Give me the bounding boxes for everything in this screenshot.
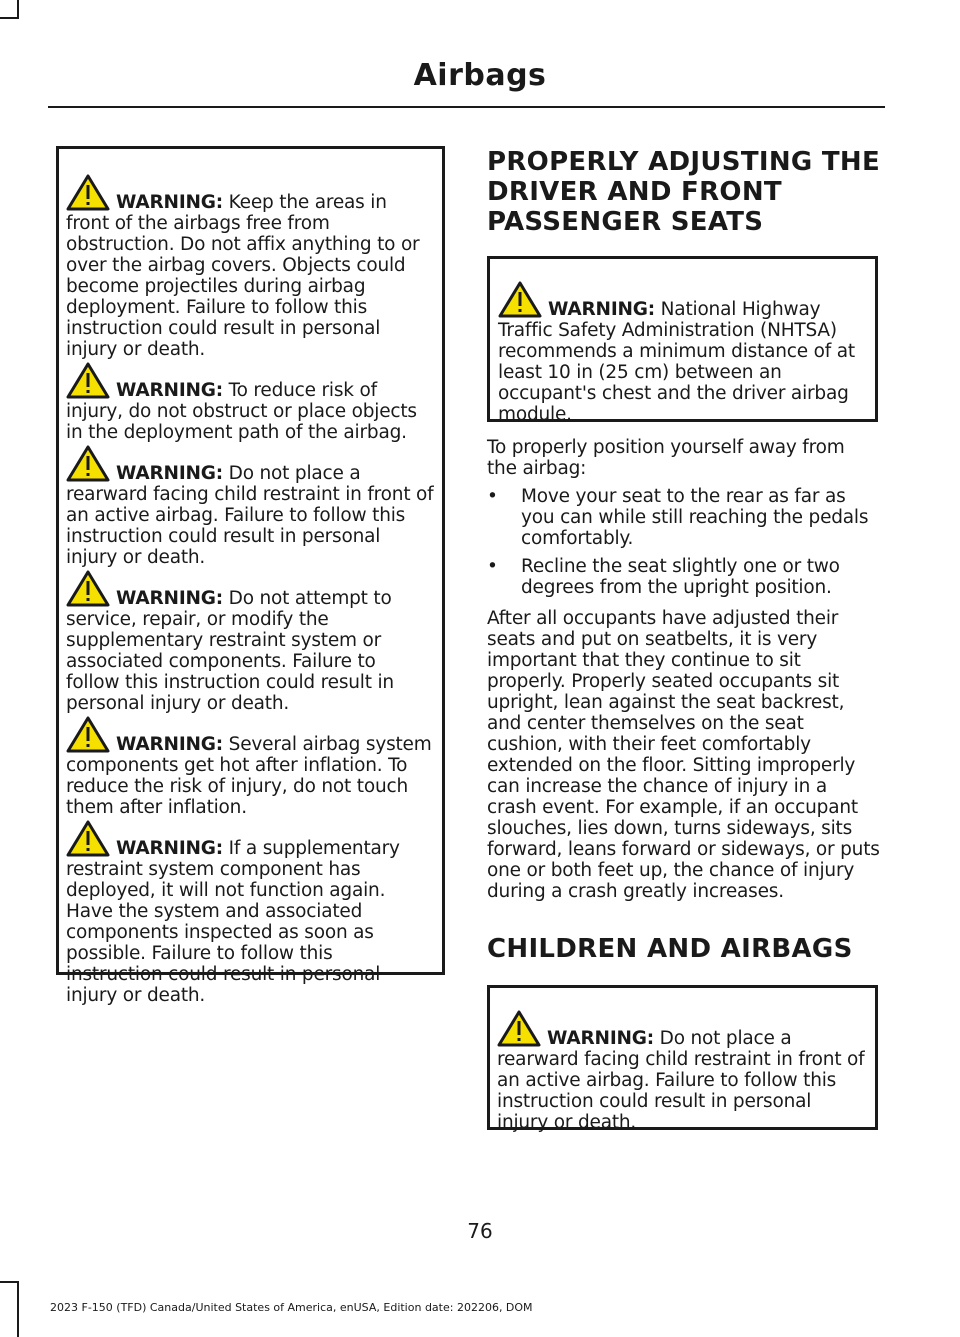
- footer-edition: 2023 F-150 (TFD) Canada/United States of America, enUSA, Edition date: 202206, DOM: [50, 1301, 533, 1314]
- list-item-text: Recline the seat slightly one or two degrees from the upright position.: [521, 556, 840, 598]
- warning-block: [66, 463, 434, 568]
- list-item: [487, 556, 881, 600]
- warning-text: Several airbag system components get hot after inflation. To reduce the risk of injury, do not touch them after inflation.: [66, 734, 432, 818]
- bullet-icon: •: [487, 556, 498, 577]
- crop-mark-bottom-left: [17, 1281, 19, 1337]
- warning-text: National Highway Traffic Safety Administration (NHTSA) recommends a minimum distance of at least 10 in (25 cm) between an occupant's chest and the driver airbag module.: [498, 299, 855, 425]
- warning-keyword: WARNING:: [116, 463, 223, 484]
- warning-keyword: WARNING:: [116, 838, 223, 859]
- warning-keyword: WARNING:: [547, 1028, 654, 1049]
- warning-triangle-icon: [66, 444, 110, 482]
- warning-triangle-icon: [497, 1009, 541, 1047]
- warning-keyword: WARNING:: [116, 588, 223, 609]
- warning-keyword: WARNING:: [116, 380, 223, 401]
- warning-block: [66, 734, 434, 818]
- warning-triangle-icon: [66, 173, 110, 211]
- bullet-icon: •: [487, 486, 498, 507]
- section-heading-seats: [487, 148, 887, 237]
- warning-keyword: WARNING:: [116, 734, 223, 755]
- list-item: [487, 486, 881, 550]
- warning-text: To reduce risk of injury, do not obstruct or place objects in the deployment path of the airbag.: [66, 380, 417, 443]
- warning-keyword: WARNING:: [116, 192, 223, 213]
- warning-block: [498, 299, 867, 425]
- page-title: Airbags: [413, 58, 547, 93]
- warning-triangle-icon: [498, 280, 542, 318]
- heading-line: PROPERLY ADJUSTING THE: [487, 147, 881, 177]
- warning-text: Do not attempt to service, repair, or modify the supplementary restraint system or associated components. Failure to follow this instruction could result in personal injury or death.: [66, 588, 394, 714]
- warning-text: Do not place a rearward facing child restraint in front of an active airbag. Failure to follow this instruction could result in personal injury or death.: [66, 463, 434, 568]
- warning-text: Do not place a rearward facing child restraint in front of an active airbag. Failure to follow this instruction could result in personal injury or death.: [497, 1028, 865, 1133]
- list-item-text: Move your seat to the rear as far as you can while still reaching the pedals comfortably.: [521, 486, 869, 549]
- children-warning-box: [487, 985, 878, 1133]
- left-warnings-box: [56, 146, 445, 1006]
- warning-block: [66, 380, 434, 443]
- warning-block: [66, 192, 434, 360]
- intro-paragraph: To properly position yourself away from the airbag:: [487, 437, 845, 479]
- crop-mark-top-left-h: [0, 17, 19, 19]
- heading-line: PASSENGER SEATS: [487, 207, 764, 237]
- warning-triangle-icon: [66, 569, 110, 607]
- warning-triangle-icon: [66, 361, 110, 399]
- warning-text: If a supplementary restraint system component has deployed, it will not function again. Have the system and associated components inspected as soon as possible. Failure to follow this instruction could result in personal injury or death.: [66, 838, 400, 1006]
- warning-block: [497, 1028, 867, 1133]
- warning-triangle-icon: [66, 819, 110, 857]
- crop-mark-bottom-left-h: [0, 1281, 19, 1283]
- warning-keyword: WARNING:: [548, 299, 655, 320]
- seats-warning-box: [487, 256, 878, 425]
- warning-text: Keep the areas in front of the airbags free from obstruction. Do not affix anything to or over the airbag covers. Objects could become projectiles during airbag deployment. Failure to follow this instruction could result in personal injury or death.: [66, 192, 420, 360]
- warning-block: [66, 588, 434, 714]
- warning-triangle-icon: [66, 715, 110, 753]
- page-number: 76: [467, 1219, 493, 1243]
- heading-line: DRIVER AND FRONT: [487, 177, 782, 207]
- body-paragraph: After all occupants have adjusted their seats and put on seatbelts, it is very important that they continue to sit properly. Properly seated occupants sit upright, lean against the seat backrest, and center themselves on the seat cushion, with their feet comfortably extended on the floor. Sitting improperly can increase the chance of injury in a crash event. For example, if an occupant slouches, lies down, turns sideways, sits forward, leans forward or sideways, or puts one or both feet up, the chance of injury during a crash greatly increases.: [487, 608, 880, 902]
- title-divider: [48, 106, 885, 108]
- warning-block: [66, 838, 434, 1006]
- section-heading-children: CHILDREN AND AIRBAGS: [487, 934, 853, 964]
